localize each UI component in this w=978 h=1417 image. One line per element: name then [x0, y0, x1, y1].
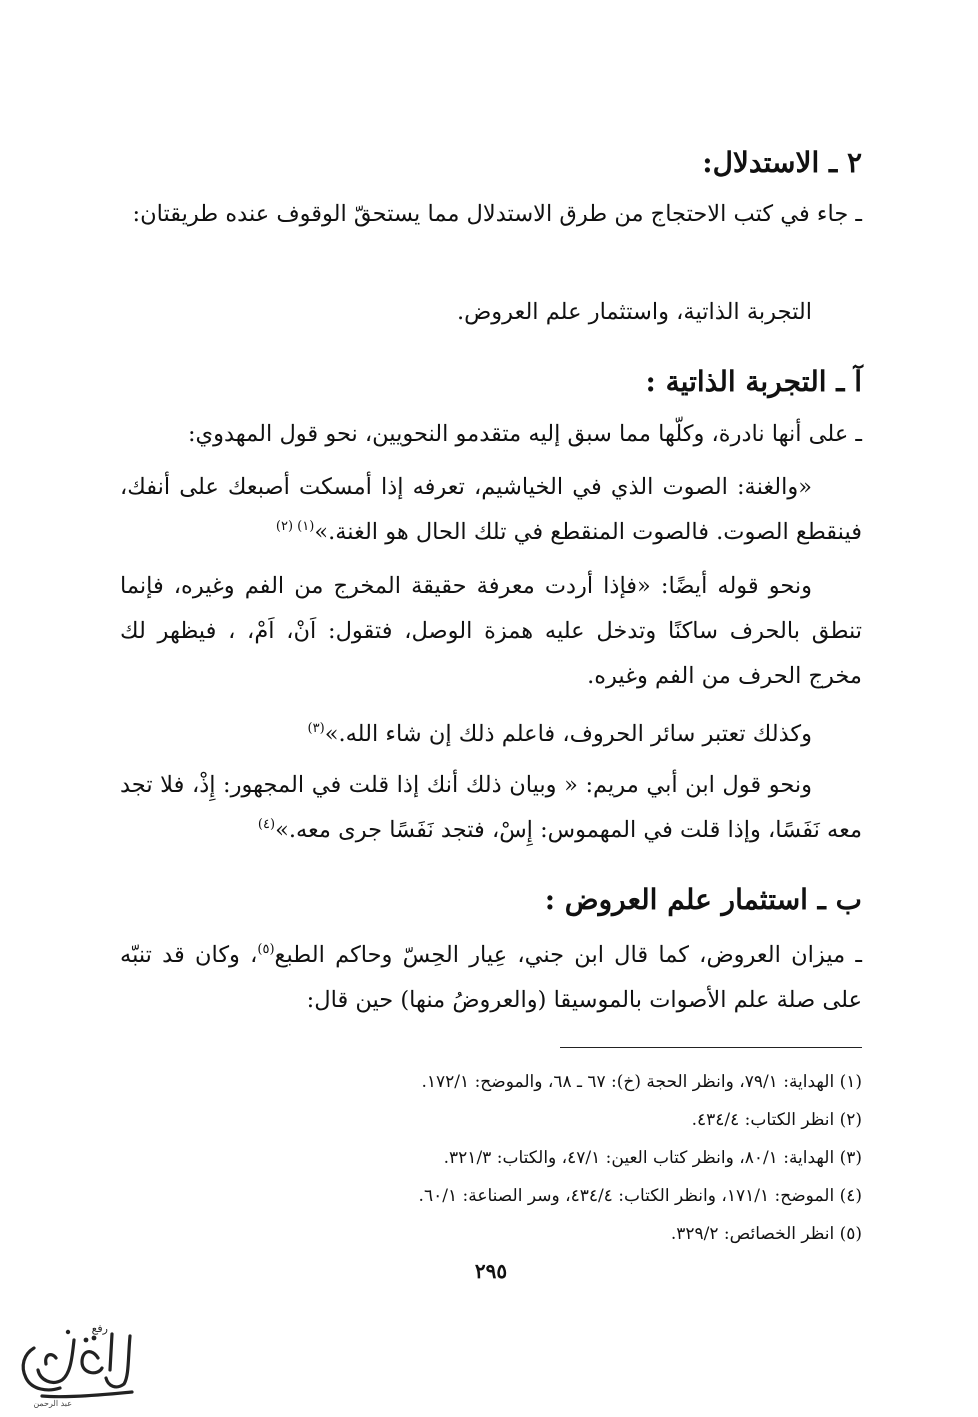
- paragraph-text: ـ ميزان العروض، كما قال ابن جني، عِيار الحِسّ وحاكم الطبع: [274, 942, 862, 968]
- footnote-item: (٢) انظر الكتاب: ٤٣٤/٤.: [691, 1110, 862, 1130]
- calligraphy-stamp-logo: [12, 1318, 146, 1408]
- section-heading-istidlal: ٢ ـ الاستدلال:: [702, 146, 862, 179]
- book-page: [120, 0, 862, 1417]
- footnote-ref: (٣): [307, 721, 325, 736]
- paragraph-prosody-scale: [120, 933, 862, 1023]
- paragraph-ibn-abi-maryam: [120, 763, 862, 853]
- paragraph-makhraj-quote: ونحو قوله أيضًا: «فإذا أردت معرفة حقيقة المخرج من الفم وغيره، فإنما تنطق بالحرف ساكنًا وتدخل عليه همزة الوصل، فتقول: اَنْ، اَمْ، ، فيظهر لك مخرج الحرف من الفم وغيره.: [120, 573, 862, 689]
- footnote-ref: (٥): [257, 942, 275, 957]
- footnote-divider: [560, 1047, 862, 1048]
- svg-text:رفع: رفع: [91, 1322, 108, 1335]
- svg-text:عبد الرحمن: عبد الرحمن: [33, 1399, 72, 1408]
- paragraph-other-letters: [120, 712, 862, 757]
- paragraph-intro: ـ جاء في كتب الاحتجاج من طرق الاستدلال مما يستحقّ الوقوف عنده طريقتان:: [132, 201, 862, 227]
- paragraph-methods: التجربة الذاتية، واستثمار علم العروض.: [456, 299, 812, 325]
- footnote-ref: (١) (٢): [275, 519, 315, 534]
- footnote-item: (٤) الموضح: ١٧١/١، وانظر الكتاب: ٤٣٤/٤، وسر الصناعة: ٦٠/١.: [418, 1186, 862, 1206]
- paragraph-ghunna-quote: [120, 465, 862, 555]
- footnote-item: (٥) انظر الخصائص: ٣٢٩/٢.: [670, 1224, 862, 1244]
- footnotes-list: [120, 1063, 862, 1253]
- quote-text: «والغنة: الصوت الذي في الخياشيم، تعرفه إذا أمسكت أصبعك على أنفك، فينقطع الصوت. فالصوت المنقطع في تلك الحال هو الغنة.»: [120, 474, 862, 545]
- section-heading-prosody: ب ـ استثمار علم العروض :: [544, 883, 862, 916]
- paragraph-text: ، وكان قد تنبّه على صلة علم الأصوات بالموسيقا (والعروضُ منها) حين قال:: [120, 942, 862, 1013]
- footnote-item: (١) الهداية: ٧٩/١، وانظر الحجة (خ): ٦٧ ـ ٦٨، والموضح: ١٧٢/١.: [421, 1072, 862, 1092]
- footnote-item: (٣) الهداية: ٨٠/١، وانظر كتاب العين: ٤٧/١، والكتاب: ٣٢١/٣.: [443, 1148, 862, 1168]
- page-number: ٢٩٥: [474, 1259, 508, 1283]
- section-heading-experience: آ ـ التجربة الذاتية :: [645, 365, 862, 398]
- quote-text: ونحو قول ابن أبي مريم: « وبيان ذلك أنك إذا قلت في المجهور: إِذْ، فلا تجد معه نَفَسًا، وإذا قلت في المهموس: إِسْ، فتجد نَفَسًا جرى معه.»: [120, 772, 862, 843]
- quote-text: وكذلك تعتبر سائر الحروف، فاعلم ذلك إن شاء الله.»: [324, 721, 812, 747]
- footnote-ref: (٤): [257, 817, 276, 832]
- paragraph-rarity: ـ على أنها نادرة، وكلّها مما سبق إليه متقدمو النحويين، نحو قول المهدوي:: [187, 421, 862, 447]
